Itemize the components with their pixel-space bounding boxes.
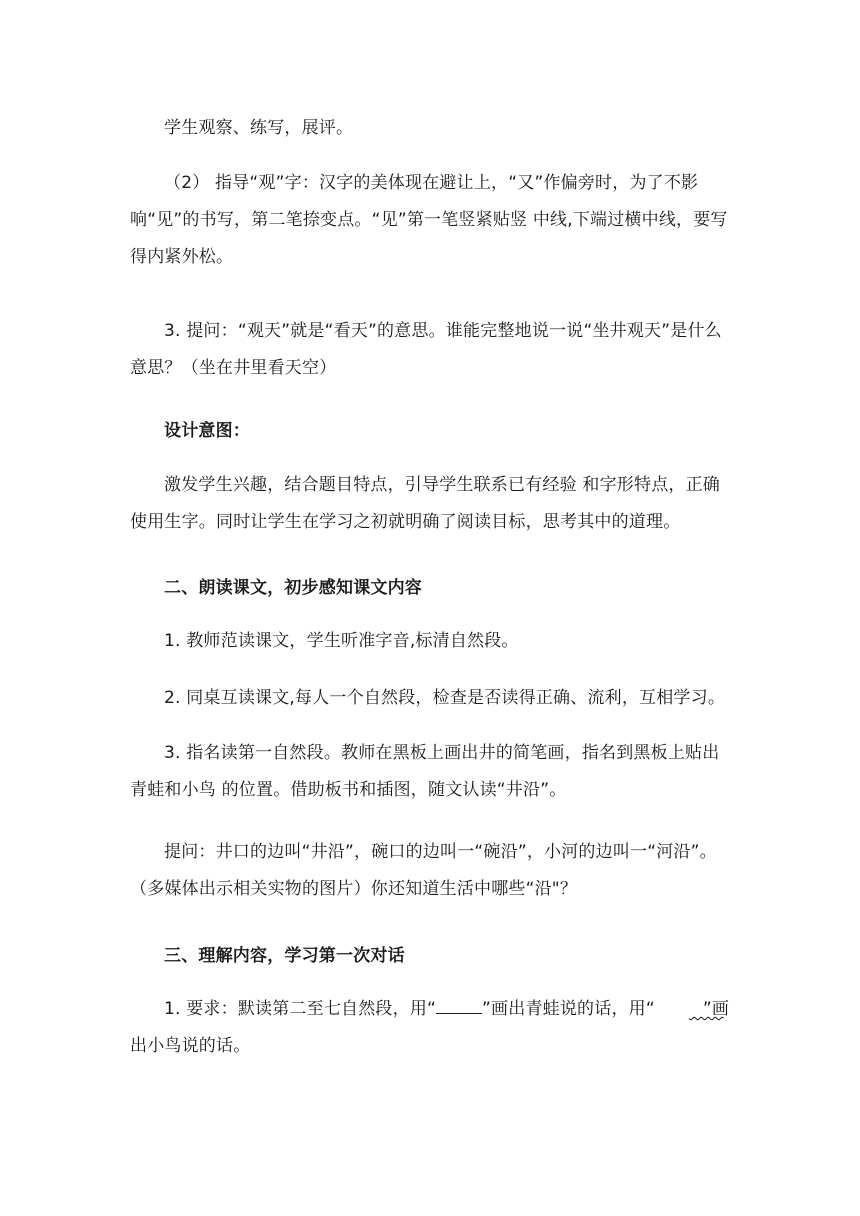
paragraph-10: 提问：井口的边叫“井沿”，碗口的边叫一“碗沿”，小河的边叫一“河沿”。（多媒体出示相关实物的图片）你还知道生活中哪些“沿"？	[130, 842, 717, 899]
paragraph-5: 激发学生兴趣，结合题目特点，引导学生联系已有经验 和字形特点，正确使用生字。同时让学生在学习之初就明确了阅读目标，思考其中的道理。	[130, 475, 721, 532]
paragraph-8: 2. 同桌互读课文,每人一个自然段，检查是否读得正确、流利，互相学习。	[164, 688, 726, 708]
paragraph-12-part2: ”画出青蛙说的话，用“	[482, 999, 655, 1019]
design-intent-heading: 设计意图：	[164, 421, 250, 441]
paragraph-12-part1: 1. 要求：默读第二至七自然段，用“	[164, 999, 437, 1019]
wavy-underline-mark	[655, 991, 703, 1005]
paragraph-7: 1. 教师范读课文，学生听准字音,标清自然段。	[164, 631, 519, 651]
paragraph-9: 3. 指名读第一自然段。教师在黑板上画出井的简笔画，指名到黑板上贴出青蛙和小鸟 的位置。借助板书和插图，随文认读“井沿”。	[130, 743, 720, 800]
paragraph-1: 学生观察、练写，展评。	[164, 118, 354, 138]
straight-underline-mark	[436, 999, 482, 1014]
paragraph-2: （2） 指导“观”字：汉字的美体现在避让上，“又”作偏旁时，为了不影响“见”的书写，第二笔捺变点。“见”第一笔竖紧贴竖 中线,下端过横中线，要写得内紧外松。	[130, 173, 728, 267]
section-heading-3: 三、理解内容，学习第一次对话	[164, 946, 405, 966]
paragraph-3: 3. 提问：“观天”就是“看天”的意思。谁能完整地说一说“坐井观天”是什么意思？（坐在井里看天空）	[130, 321, 722, 378]
paragraph-12	[130, 991, 730, 1065]
paragraph-12-part3: ”画出小鸟说的话。	[130, 999, 730, 1056]
section-heading-2: 二、朗读课文，初步感知课文内容	[164, 578, 422, 598]
